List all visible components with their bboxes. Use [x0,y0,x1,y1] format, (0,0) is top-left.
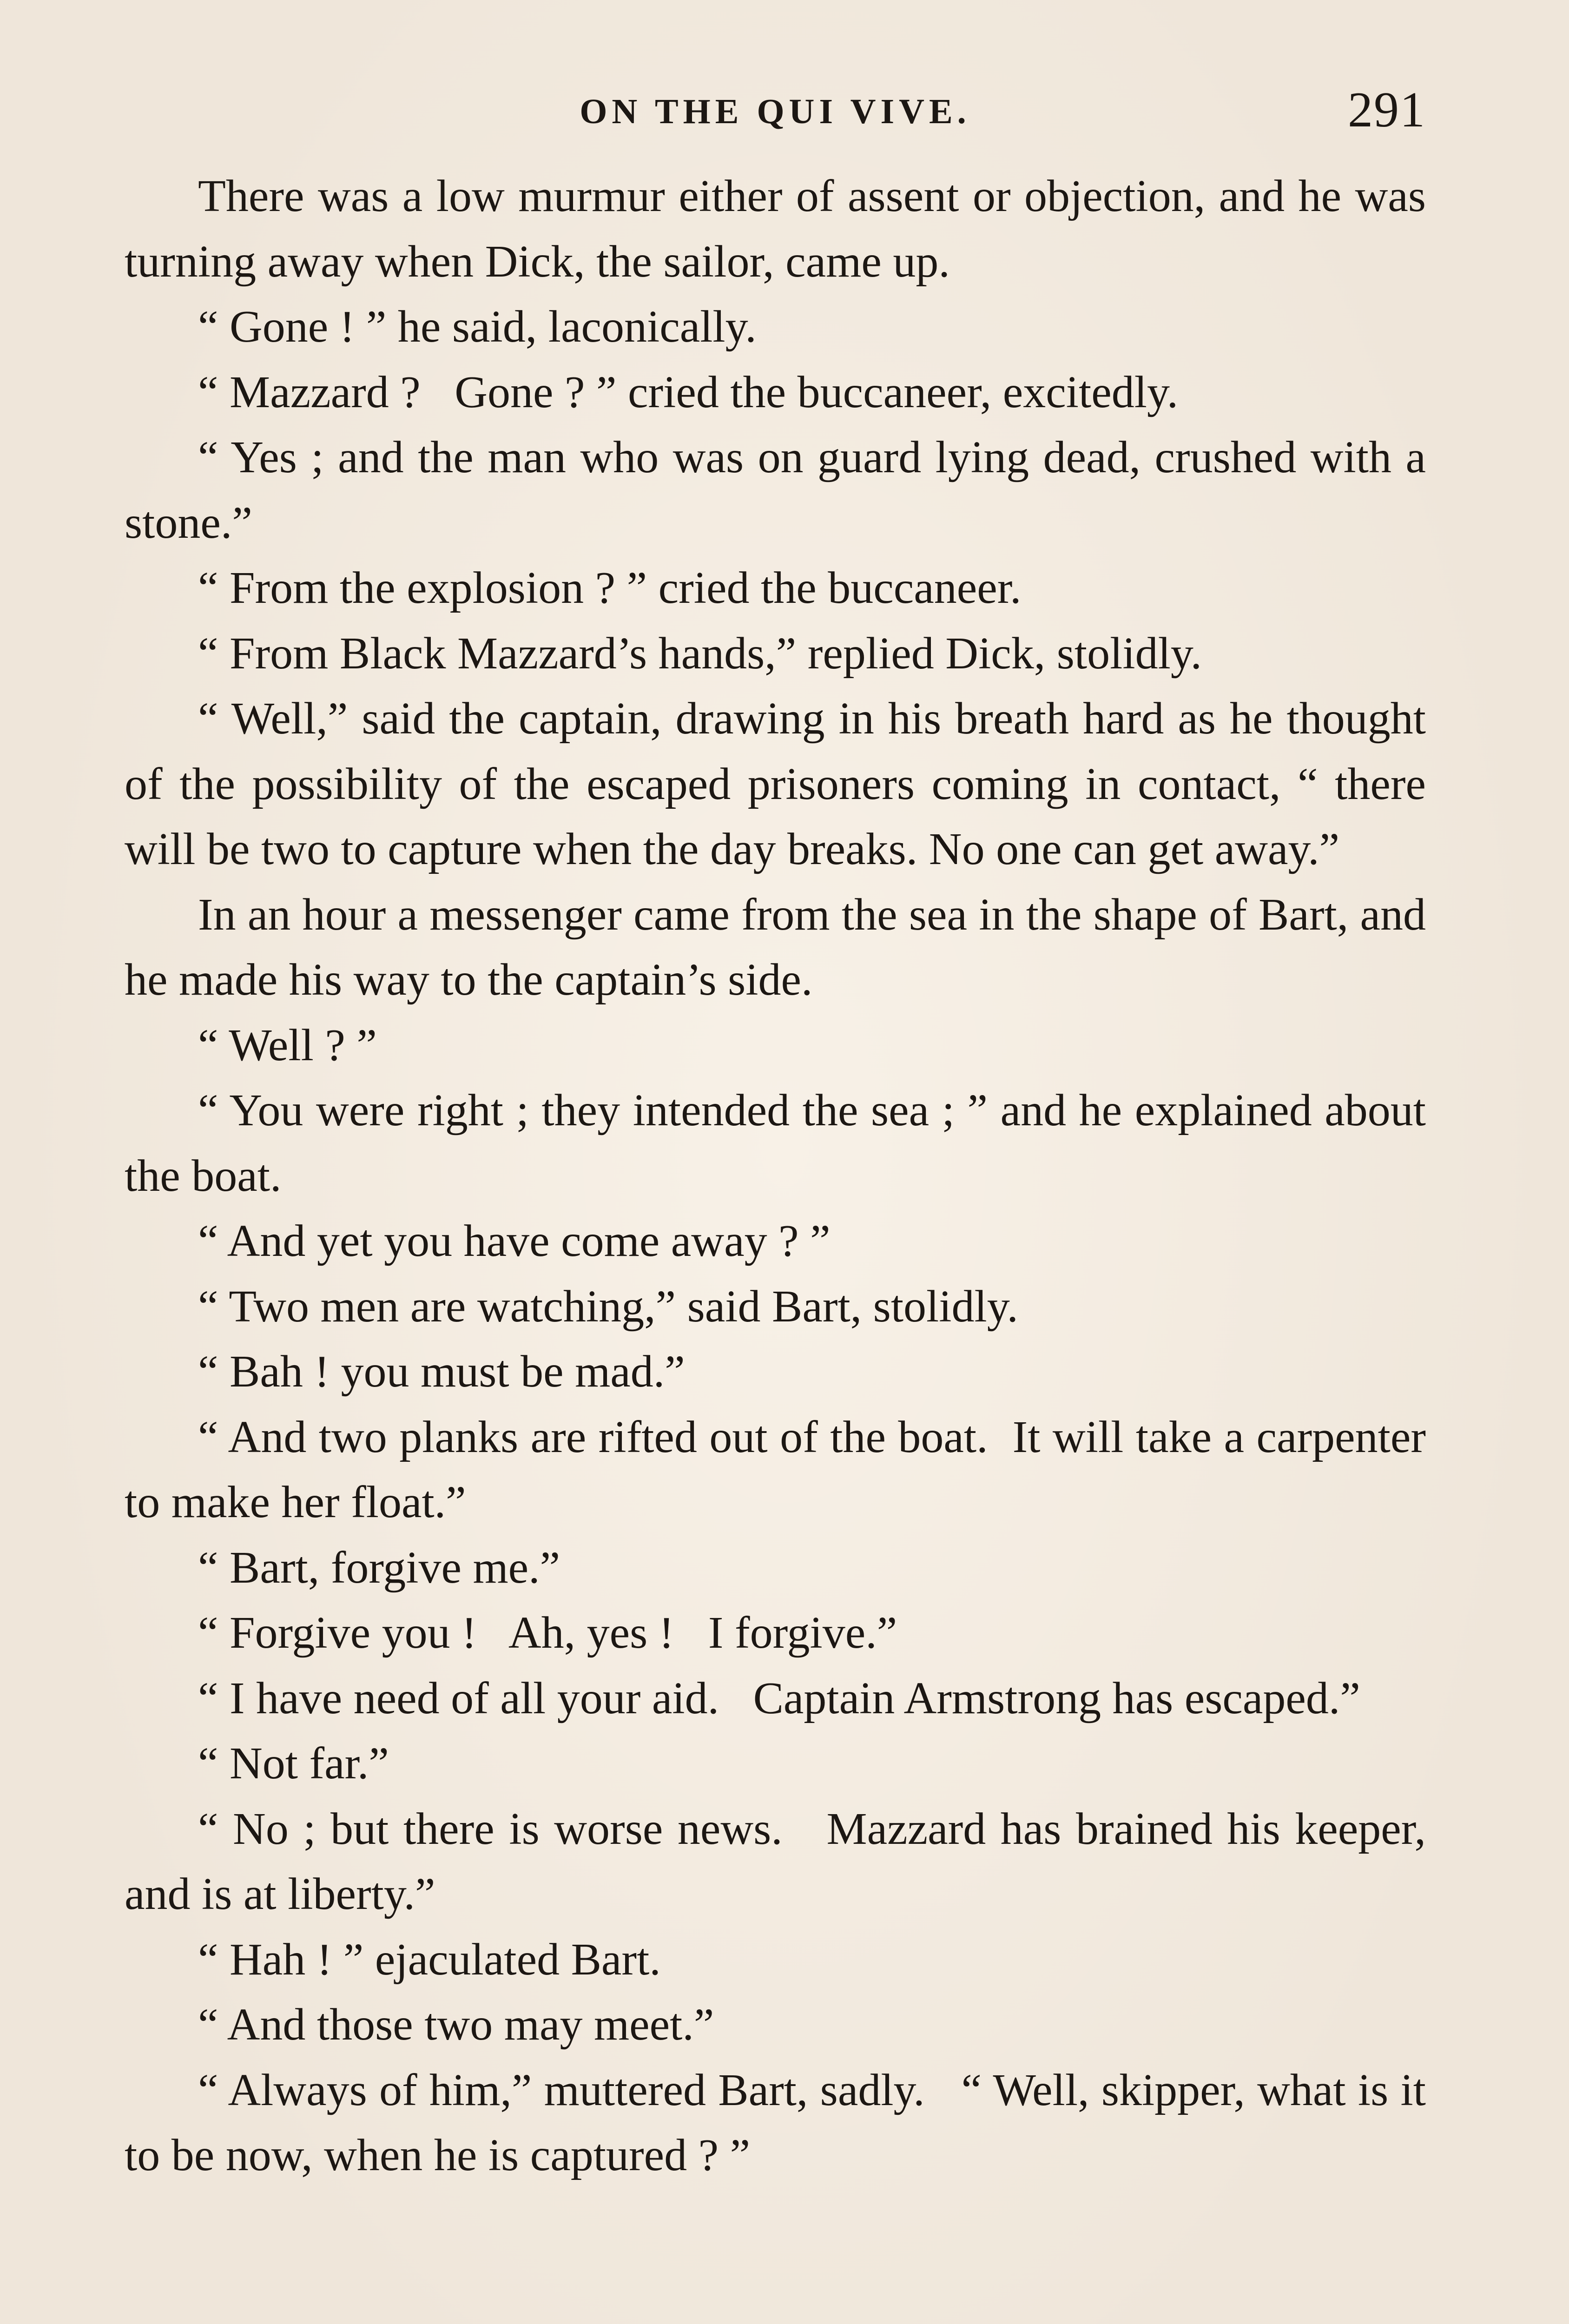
paragraph: “ Forgive you ! Ah, yes ! I forgive.” [198,1608,897,1658]
paragraph: “ Yes ; and the man who was on guard lying dead, crushed with a stone.” [125,432,1437,548]
paragraph: “ From the explosion ? ” cried the buccaneer. [198,563,1022,613]
paragraph: “ You were right ; they intended the sea ; ” and he explained about the boat. [125,1085,1437,1201]
body-text [125,164,1437,2188]
paragraph: “ Always of him,” muttered Bart, sadly. “ Well, skipper, what is it to be now, when he is captured ? ” [125,2065,1437,2180]
running-head [125,81,1426,137]
paragraph: “ And yet you have come away ? ” [198,1216,831,1266]
paragraph: There was a low murmur either of assent or objection, and he was turning away when Dick, the sailor, came up. [125,171,1437,287]
paragraph: “ Well,” said the captain, drawing in his breath hard as he thought of the possibility of the escaped prisoners coming in contact, “ there will be two to capture when the day breaks. No one can get away.” [125,693,1437,874]
paragraph: “ Hah ! ” ejaculated Bart. [198,1934,661,1985]
paragraph: In an hour a messenger came from the sea in the shape of Bart, and he made his way to the captain’s side. [125,889,1437,1005]
paragraph: “ Gone ! ” he said, laconically. [198,302,757,352]
paragraph: “ Not far.” [198,1738,389,1789]
paragraph: “ And those two may meet.” [198,2000,714,2050]
paragraph: “ Bah ! you must be mad.” [198,1347,685,1397]
page-number: 291 [1348,82,1426,138]
paragraph: “ Mazzard ? Gone ? ” cried the buccaneer, excitedly. [198,367,1179,417]
paragraph: “ Bart, forgive me.” [198,1542,560,1593]
running-title: ON THE QUI VIVE. [580,92,971,131]
paragraph: “ Well ? ” [198,1020,377,1070]
paragraph: “ From Black Mazzard’s hands,” replied Dick, stolidly. [198,628,1202,679]
paragraph: “ No ; but there is worse news. Mazzard has brained his keeper, and is at liberty.” [125,1803,1437,1919]
paragraph: “ Two men are watching,” said Bart, stolidly. [198,1281,1018,1332]
paragraph: “ And two planks are rifted out of the boat. It will take a carpenter to make her float.” [125,1412,1437,1527]
paragraph: “ I have need of all your aid. Captain Armstrong has escaped.” [198,1673,1360,1723]
